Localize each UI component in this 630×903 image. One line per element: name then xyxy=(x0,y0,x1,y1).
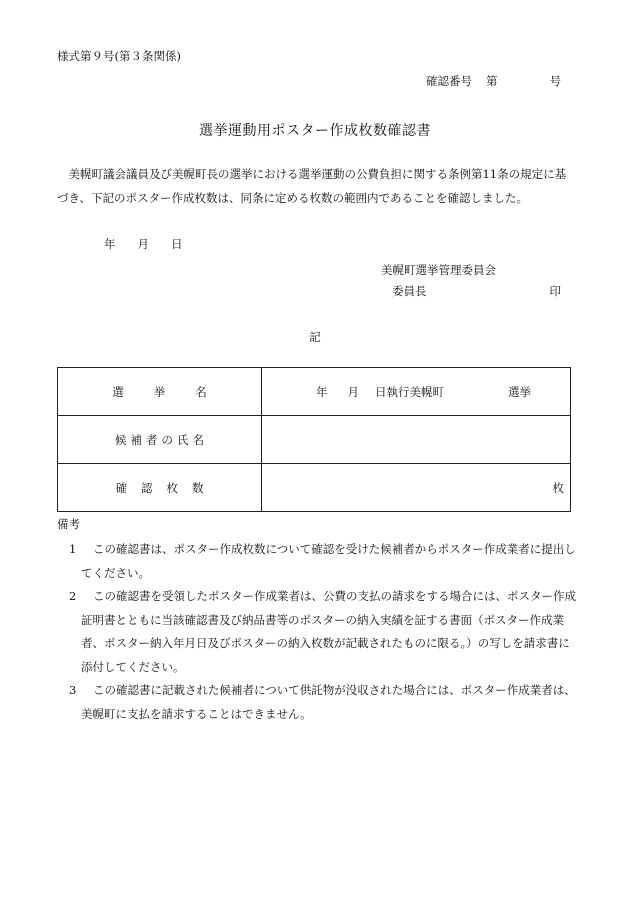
notes-heading: 備考 xyxy=(57,517,80,531)
label-char: 挙 xyxy=(153,384,166,399)
table-label-candidate-name xyxy=(58,416,262,464)
table-value-election-name xyxy=(262,368,571,416)
ki-heading: 記 xyxy=(309,330,321,344)
note-text: この確認書に記載された候補者について供託物が没収された場合には、ポスター作成業者は、美幌町に支払を請求することはできません。 xyxy=(81,683,576,721)
body-paragraph: 美幌町議会議員及び美幌町長の選挙における選挙運動の公費負担に関する条例第11条の規定に基づき、下記のポスター作成枚数は、同条に定める枚数の範囲内であることを確認しました。 xyxy=(57,167,567,205)
election-suffix: 選挙 xyxy=(508,384,531,399)
table-value-confirmed-count: 枚 xyxy=(262,464,571,512)
label-char: 補 xyxy=(130,432,142,447)
issuer-chair: 委員長 xyxy=(392,284,427,298)
note-text: この確認書を受領したポスター作成業者は、公費の支払の請求をする場合には、ポスター作成証明書とともに当該確認書及び納品書等のポスターの納入実績を証する書面（ポスター作成業者、ポスター納入年月日及びポスターの納入枚数が記載されたものに限る。）の写しを請求書に添付してください。 xyxy=(81,589,576,674)
election-year: 年 xyxy=(316,384,328,399)
seal-mark: 印 xyxy=(549,284,561,298)
confirmation-table xyxy=(57,367,571,512)
document-title: 選挙運動用ポスター作成枚数確認書 xyxy=(199,123,431,139)
notes-list xyxy=(57,538,577,726)
table-row xyxy=(58,464,571,512)
table-row xyxy=(58,416,571,464)
note-number: 1 xyxy=(69,542,77,556)
date-day: 日 xyxy=(171,237,183,251)
label-char: 確 xyxy=(115,480,127,495)
label-char: 名 xyxy=(192,432,204,447)
label-char: 数 xyxy=(192,480,204,495)
table-value-candidate-name xyxy=(262,416,571,464)
label-char: 認 xyxy=(141,480,153,495)
label-char: 選 xyxy=(112,384,124,399)
date-month: 月 xyxy=(137,237,149,251)
issuer-committee: 美幌町選挙管理委員会 xyxy=(381,263,496,277)
label-char: 枚 xyxy=(166,480,178,495)
date-line xyxy=(104,236,183,252)
note-item xyxy=(57,679,577,726)
election-day-municipality: 日執行美幌町 xyxy=(375,384,444,399)
note-number: 3 xyxy=(69,683,77,697)
confirm-number-go: 号 xyxy=(549,74,561,88)
form-number: 様式第９号(第３条関係) xyxy=(57,49,181,63)
note-number: 2 xyxy=(69,589,77,603)
election-month: 月 xyxy=(347,384,359,399)
note-item xyxy=(57,538,577,585)
confirm-number-label: 確認番号 xyxy=(426,74,472,88)
label-char: 候 xyxy=(115,432,127,447)
label-char: 名 xyxy=(195,384,207,399)
date-year: 年 xyxy=(104,237,116,251)
note-text: この確認書は、ポスター作成枚数について確認を受けた候補者からポスター作成業者に提出してください。 xyxy=(81,542,576,580)
confirmation-number xyxy=(426,73,561,89)
table-row xyxy=(58,368,571,416)
label-char: 者 xyxy=(146,432,158,447)
label-char: 氏 xyxy=(177,432,189,447)
table-label-confirmed-count xyxy=(58,464,262,512)
note-item xyxy=(57,585,577,679)
table-label-election-name xyxy=(58,368,262,416)
label-char: の xyxy=(161,432,173,447)
confirm-number-dai: 第 xyxy=(486,74,498,88)
